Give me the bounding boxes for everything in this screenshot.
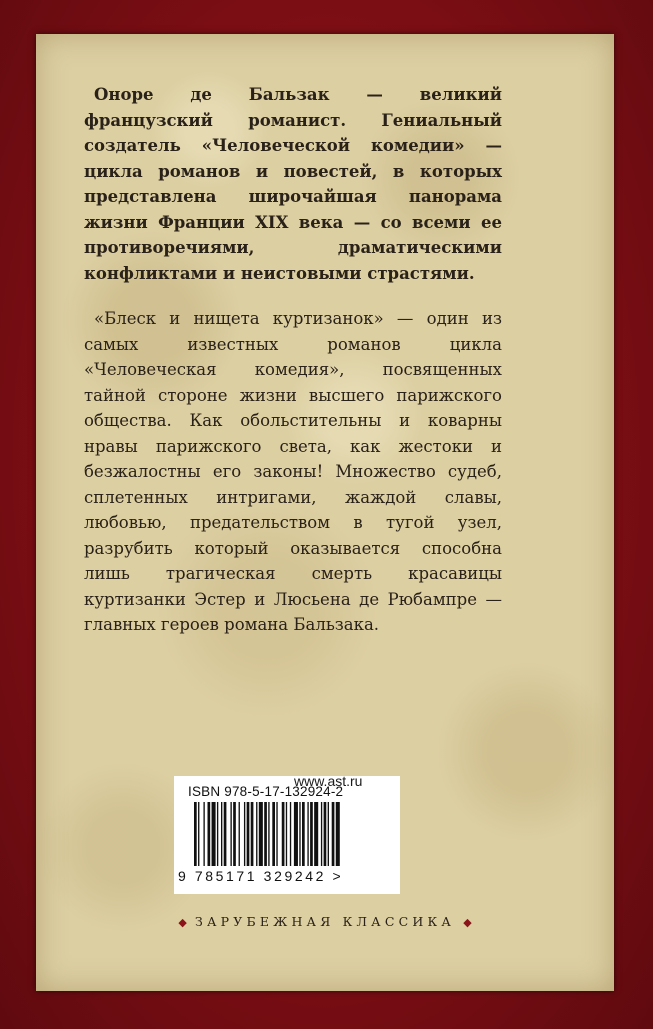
series-name-line xyxy=(36,914,614,929)
series-name: ЗАРУБЕЖНАЯ КЛАССИКА xyxy=(194,914,456,929)
ornament-diamond-icon: ◆ xyxy=(463,916,472,929)
barcode-bar xyxy=(299,802,300,866)
publisher-website: www.ast.ru xyxy=(294,773,363,789)
barcode-bar xyxy=(194,802,197,866)
barcode-bar xyxy=(224,802,227,866)
ornament-diamond-icon: ◆ xyxy=(178,916,187,929)
barcode-bar xyxy=(272,802,275,866)
barcode-bar xyxy=(251,802,254,866)
barcode-bar xyxy=(310,802,313,866)
barcode-bar xyxy=(233,802,236,866)
barcode-bar xyxy=(208,802,211,866)
barcode-bar xyxy=(290,802,291,866)
ean-digits: 9 785171 329242 > xyxy=(178,868,344,884)
barcode-bar xyxy=(276,802,277,866)
barcode-bar xyxy=(302,802,305,866)
barcode-bar xyxy=(268,802,269,866)
barcode-bar xyxy=(230,802,231,866)
barcode-bar xyxy=(221,802,222,866)
barcode-bar xyxy=(307,802,308,866)
barcode-bar xyxy=(294,802,298,866)
barcode-box xyxy=(174,776,400,894)
barcode-bar xyxy=(321,802,322,866)
barcode-bar xyxy=(259,802,263,866)
barcode-bar xyxy=(328,802,329,866)
barcode-bar xyxy=(247,802,250,866)
barcode-bar xyxy=(239,802,240,866)
book-annotation: «Блеск и нищета куртизанок» — один из самых известных романов цикла «Человеческая комедия», посвященных тайной стороне жизни высшего парижского общества. Как обольстительны и коварны нравы парижского света, как жестоки и безжалостны его законы! Множество судеб, сплетенных интригами, жаждой славы, любовью, предательством в тугой узел, разрубить который оказывается способна лишь трагическая смерть красавицы куртизанки Эстер и Люсьена де Рюбампре — главных героев романа Бальзака. xyxy=(84,309,502,634)
barcode-bar xyxy=(332,802,335,866)
barcode-bar xyxy=(244,802,245,866)
barcode-bar xyxy=(286,802,287,866)
barcode-bars xyxy=(194,802,382,866)
isbn-number: ISBN 978-5-17-132924-2 xyxy=(188,784,344,799)
barcode-bar xyxy=(336,802,340,866)
barcode-bar xyxy=(282,802,285,866)
barcode-bar xyxy=(217,802,218,866)
barcode-bar xyxy=(324,802,327,866)
barcode-bar xyxy=(314,802,318,866)
barcode-bar xyxy=(212,802,216,866)
barcode-bar xyxy=(264,802,267,866)
author-annotation: Оноре де Бальзак — великий французский романист. Гениальный создатель «Человеческой комедии» — цикла романов и повестей, в которых представлена широчайшая панорама жизни Франции XIX века — со всеми ее противоречиями, драматическими конфликтами и неистовыми страстями. xyxy=(84,85,502,283)
barcode-bar xyxy=(256,802,257,866)
barcode-bar xyxy=(198,802,199,866)
barcode-bar xyxy=(203,802,204,866)
